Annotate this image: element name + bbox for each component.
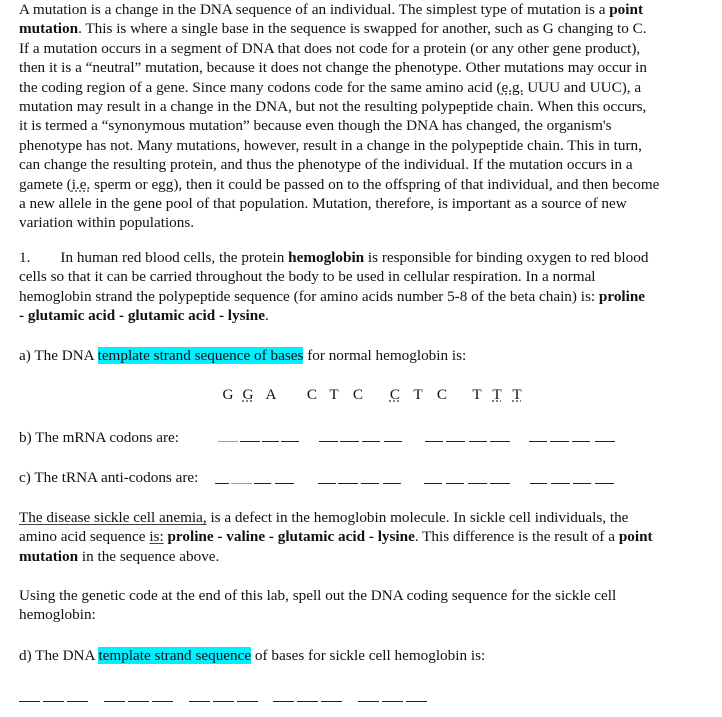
answer-blank[interactable] <box>281 441 299 442</box>
question-1 <box>19 248 684 326</box>
answer-blank[interactable] <box>573 483 591 484</box>
question-d: d) The DNA template strand sequence of bases for sickle cell hemoglobin is: <box>19 647 486 664</box>
dna-bases-row <box>218 385 528 404</box>
answer-blank[interactable] <box>254 483 271 484</box>
intro-line-5: the coding region of a gene. Since many codons code for the same amino acid (e.g. UUU and UUC), a <box>19 78 642 96</box>
base: T <box>472 386 482 403</box>
answer-blank[interactable] <box>530 483 547 484</box>
answer-blank[interactable] <box>231 483 252 484</box>
answer-blank[interactable] <box>446 483 464 484</box>
answer-blank[interactable] <box>237 701 258 702</box>
answer-blank[interactable] <box>595 483 614 484</box>
intro-line-7: it is termed a “synonymous mutation” because even though the DNA has changed, the organism's <box>19 117 612 135</box>
intro-line-6: mutation may result in a change in the DNA, but not the resulting polypeptide chain. When this occurs, <box>19 98 647 116</box>
sickle-line-3: mutation in the sequence above. <box>19 547 220 565</box>
using-line-2: hemoglobin: <box>19 606 96 624</box>
answer-blank[interactable] <box>490 441 510 442</box>
answer-blank[interactable] <box>340 441 359 442</box>
base: C <box>389 386 401 403</box>
highlight-template-strand: template strand sequence of bases <box>97 347 304 364</box>
answer-blank[interactable] <box>468 483 487 484</box>
intro-line-11: a new allele in the gene pool of that population. Mutation, therefore, is important as a source of new <box>19 195 627 213</box>
answer-blank[interactable] <box>529 441 547 442</box>
intro-line-10: gamete (i.e. sperm or egg), then it could be passed on to the offspring of that individual, and then become <box>19 175 660 193</box>
answer-blank[interactable] <box>358 701 379 702</box>
sickle-cell-paragraph <box>19 508 684 566</box>
base: T <box>512 386 522 403</box>
intro-line-1: A mutation is a change in the DNA sequence of an individual. The simplest type of mutation is a point <box>19 1 643 18</box>
answer-blank[interactable] <box>215 483 229 484</box>
q1-line-4: - glutamic acid - glutamic acid - lysine. <box>19 307 269 325</box>
highlight-template-strand: template strand sequence <box>98 647 252 664</box>
answer-blank[interactable] <box>318 483 336 484</box>
answer-blank[interactable] <box>361 483 379 484</box>
answer-blank[interactable] <box>128 701 149 702</box>
answer-blank[interactable] <box>19 701 40 702</box>
base: T <box>492 386 502 403</box>
answer-blank[interactable] <box>490 483 510 484</box>
base: G <box>242 386 254 403</box>
q1-line-2: cells so that it can be carried throughout the body to be used in cellular respiration. In a normal <box>19 268 596 286</box>
answer-blank[interactable] <box>446 441 465 442</box>
intro-line-12: variation within populations. <box>19 214 195 232</box>
answer-blank[interactable] <box>321 701 342 702</box>
answer-blank[interactable] <box>550 441 569 442</box>
question-c: c) The tRNA anti-codons are: <box>19 469 199 486</box>
answer-blank[interactable] <box>469 441 487 442</box>
answer-blank[interactable] <box>152 701 173 702</box>
base: A <box>265 386 277 403</box>
q1-line-3: hemoglobin strand the polypeptide sequence (for amino acids number 5-8 of the beta chain) is: proline <box>19 287 646 305</box>
answer-blank[interactable] <box>273 701 294 702</box>
answer-blank[interactable] <box>319 441 338 442</box>
base: T <box>413 386 423 403</box>
answer-blank[interactable] <box>218 441 238 442</box>
intro-line-4: then it is a “neutral” mutation, because it does not change the phenotype. Other mutations may occur in <box>19 59 647 77</box>
answer-blank[interactable] <box>551 483 570 484</box>
answer-blank[interactable] <box>189 701 210 702</box>
intro-paragraph <box>19 0 684 233</box>
base: C <box>352 386 364 403</box>
answer-blank[interactable] <box>572 441 590 442</box>
answer-blank[interactable] <box>383 483 401 484</box>
base: C <box>306 386 318 403</box>
sickle-line-2: amino acid sequence is: proline - valine - glutamic acid - lysine. This difference is the result of a point <box>19 528 653 546</box>
using-genetic-code-paragraph <box>19 586 684 625</box>
answer-blank[interactable] <box>297 701 318 702</box>
intro-line-3: If a mutation occurs in a segment of DNA that does not code for a protein (or any other gene product), <box>19 39 641 57</box>
answer-blank[interactable] <box>43 701 64 702</box>
answer-blank[interactable] <box>425 441 443 442</box>
answer-blank[interactable] <box>595 441 615 442</box>
sickle-line-1: The disease sickle cell anemia, is a defect in the hemoglobin molecule. In sickle cell individuals, the <box>19 509 629 526</box>
intro-line-8: phenotype has not. Many mutations, however, result in a change in the polypeptide chain. This in turn, <box>19 136 642 154</box>
question-b: b) The mRNA codons are: <box>19 429 180 446</box>
answer-blank[interactable] <box>424 483 442 484</box>
answer-blank[interactable] <box>104 701 125 702</box>
answer-blank[interactable] <box>240 441 260 442</box>
answer-blank[interactable] <box>362 441 380 442</box>
base: G <box>222 386 234 403</box>
answer-blank[interactable] <box>406 701 427 702</box>
answer-blank[interactable] <box>67 701 88 702</box>
intro-line-9: can change the resulting protein, and thus the phenotype of the individual. If the mutation occurs in a <box>19 156 633 174</box>
base: T <box>329 386 339 403</box>
answer-blank[interactable] <box>384 441 402 442</box>
intro-line-2: mutation. This is where a single base in the sequence is swapped for another, such as G changing to C. <box>19 20 647 38</box>
answer-blank[interactable] <box>262 441 279 442</box>
q1-line-1: 1. In human red blood cells, the protein hemoglobin is responsible for binding oxygen to red blood <box>19 249 649 266</box>
answer-blank[interactable] <box>382 701 403 702</box>
base: C <box>436 386 448 403</box>
answer-blank[interactable] <box>338 483 358 484</box>
answer-blank[interactable] <box>213 701 234 702</box>
answer-blank[interactable] <box>275 483 294 484</box>
question-a: a) The DNA template strand sequence of bases for normal hemoglobin is: <box>19 347 467 364</box>
using-line-1: Using the genetic code at the end of this lab, spell out the DNA coding sequence for the sickle cell <box>19 587 617 604</box>
